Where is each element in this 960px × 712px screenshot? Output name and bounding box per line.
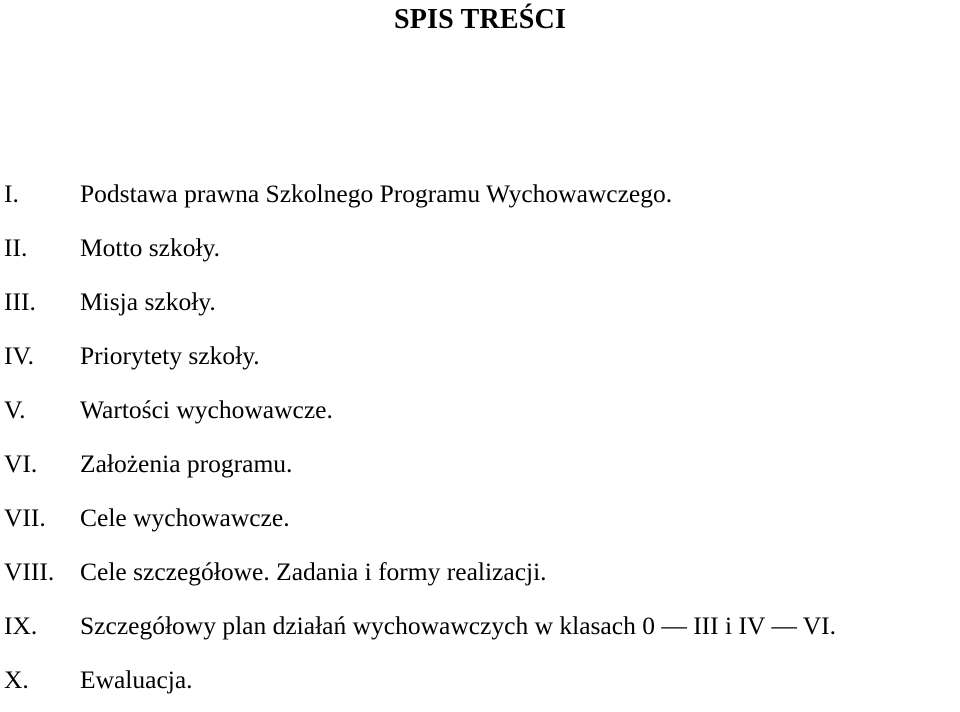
document-title: SPIS TREŚCI xyxy=(393,4,567,35)
toc-item-number: IX. xyxy=(4,611,38,640)
toc-item-number: X. xyxy=(4,665,29,694)
toc-item-number: II. xyxy=(4,233,28,262)
toc-item-number: IV. xyxy=(4,341,34,370)
toc-item-number: VI. xyxy=(4,449,38,478)
toc-item-text: Wartości wychowawcze. xyxy=(80,395,333,424)
toc-item-text: Priorytety szkoły. xyxy=(80,341,260,370)
toc-item-text: Podstawa prawna Szkolnego Programu Wychowawczego. xyxy=(80,179,673,208)
toc-item-text: Cele szczegółowe. Zadania i formy realizacji. xyxy=(80,557,547,586)
toc-item-text: Szczegółowy plan działań wychowawczych w klasach 0 — III i IV — VI. xyxy=(80,611,837,640)
toc-item-number: III. xyxy=(4,287,36,316)
toc-item-text: Motto szkoły. xyxy=(80,233,221,262)
toc-item-number: VIII. xyxy=(4,557,55,586)
toc-item-number: VII. xyxy=(4,503,46,532)
toc-item-text: Ewaluacja. xyxy=(80,665,193,694)
toc-item-text: Misja szkoły. xyxy=(80,287,216,316)
toc-item-text: Założenia programu. xyxy=(80,449,293,478)
toc-item-number: I. xyxy=(4,179,19,208)
toc-item-text: Cele wychowawcze. xyxy=(80,503,290,532)
toc-item-number: V. xyxy=(4,395,26,424)
